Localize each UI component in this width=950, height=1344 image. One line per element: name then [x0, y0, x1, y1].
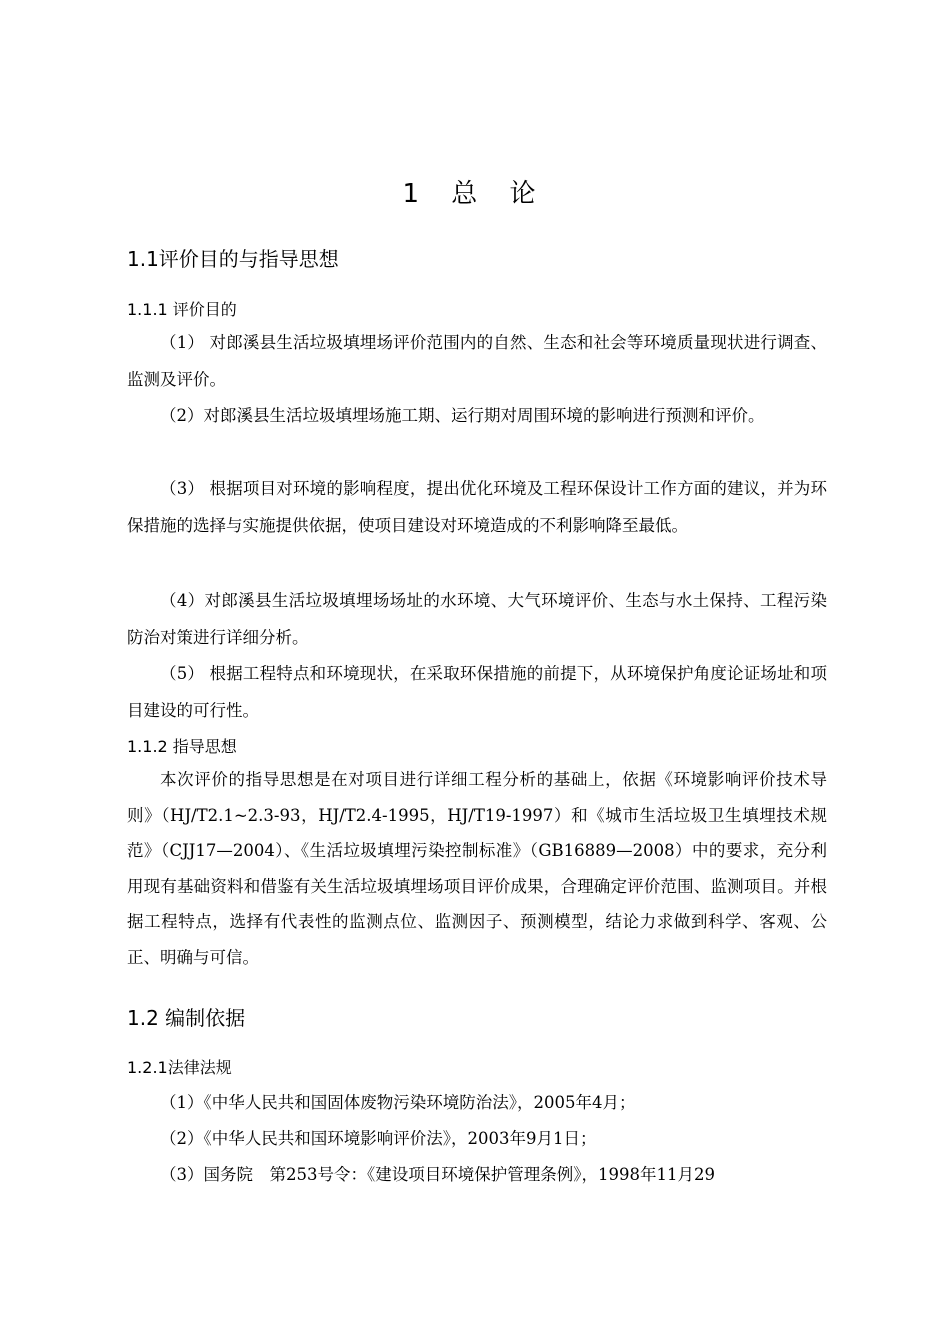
subsection-heading-1-2-1: 1.2.1法律法规	[127, 1058, 232, 1077]
law-item-3: （3）国务院 第253号令：《建设项目环境保护管理条例》，1998年11月29	[160, 1165, 715, 1184]
purpose-item-1: （1） 对郎溪县生活垃圾填埋场评价范围内的自然、生态和社会等环境质量现状进行调查、监测及评价。	[127, 333, 827, 389]
chapter-title: 1 总 论	[402, 179, 548, 209]
section-heading-1-1: 1.1评价目的与指导思想	[127, 247, 339, 271]
subsection-heading-1-1-1: 1.1.1 评价目的	[127, 300, 237, 319]
law-item-1: （1）《中华人民共和国固体废物污染环境防治法》，2005年4月；	[160, 1093, 636, 1112]
guiding-principle-paragraph: 本次评价的指导思想是在对项目进行详细工程分析的基础上，依据《环境影响评价技术导则》（HJ/T2.1~2.3-93，HJ/T2.4-1995，HJ/T19-1997）和《城市生活垃圾卫生填埋技术规范》（CJJ17—2004）、《生活垃圾填埋污染控制标准》（GB16889—2008）中的要求，充分利用现有基础资料和借鉴有关生活垃圾填埋场项目评价成果，合理确定评价范围、监测项目。并根据工程特点，选择有代表性的监测点位、监测因子、预测模型，结论力求做到科学、客观、公正、明确与可信。	[127, 770, 827, 967]
purpose-item-5: （5） 根据工程特点和环境现状，在采取环保措施的前提下，从环境保护角度论证场址和项目建设的可行性。	[127, 664, 827, 720]
subsection-heading-1-1-2: 1.1.2 指导思想	[127, 737, 237, 756]
section-heading-1-2: 1.2 编制依据	[127, 1006, 246, 1030]
law-item-2: （2）《中华人民共和国环境影响评价法》，2003年9月1日；	[160, 1129, 597, 1148]
purpose-item-4: （4）对郎溪县生活垃圾填埋场场址的水环境、大气环境评价、生态与水土保持、工程污染防治对策进行详细分析。	[127, 591, 827, 647]
purpose-item-2: （2）对郎溪县生活垃圾填埋场施工期、运行期对周围环境的影响进行预测和评价。	[160, 406, 765, 425]
purpose-item-3: （3） 根据项目对环境的影响程度，提出优化环境及工程环保设计工作方面的建议，并为环保措施的选择与实施提供依据，使项目建设对环境造成的不利影响降至最低。	[127, 479, 827, 535]
